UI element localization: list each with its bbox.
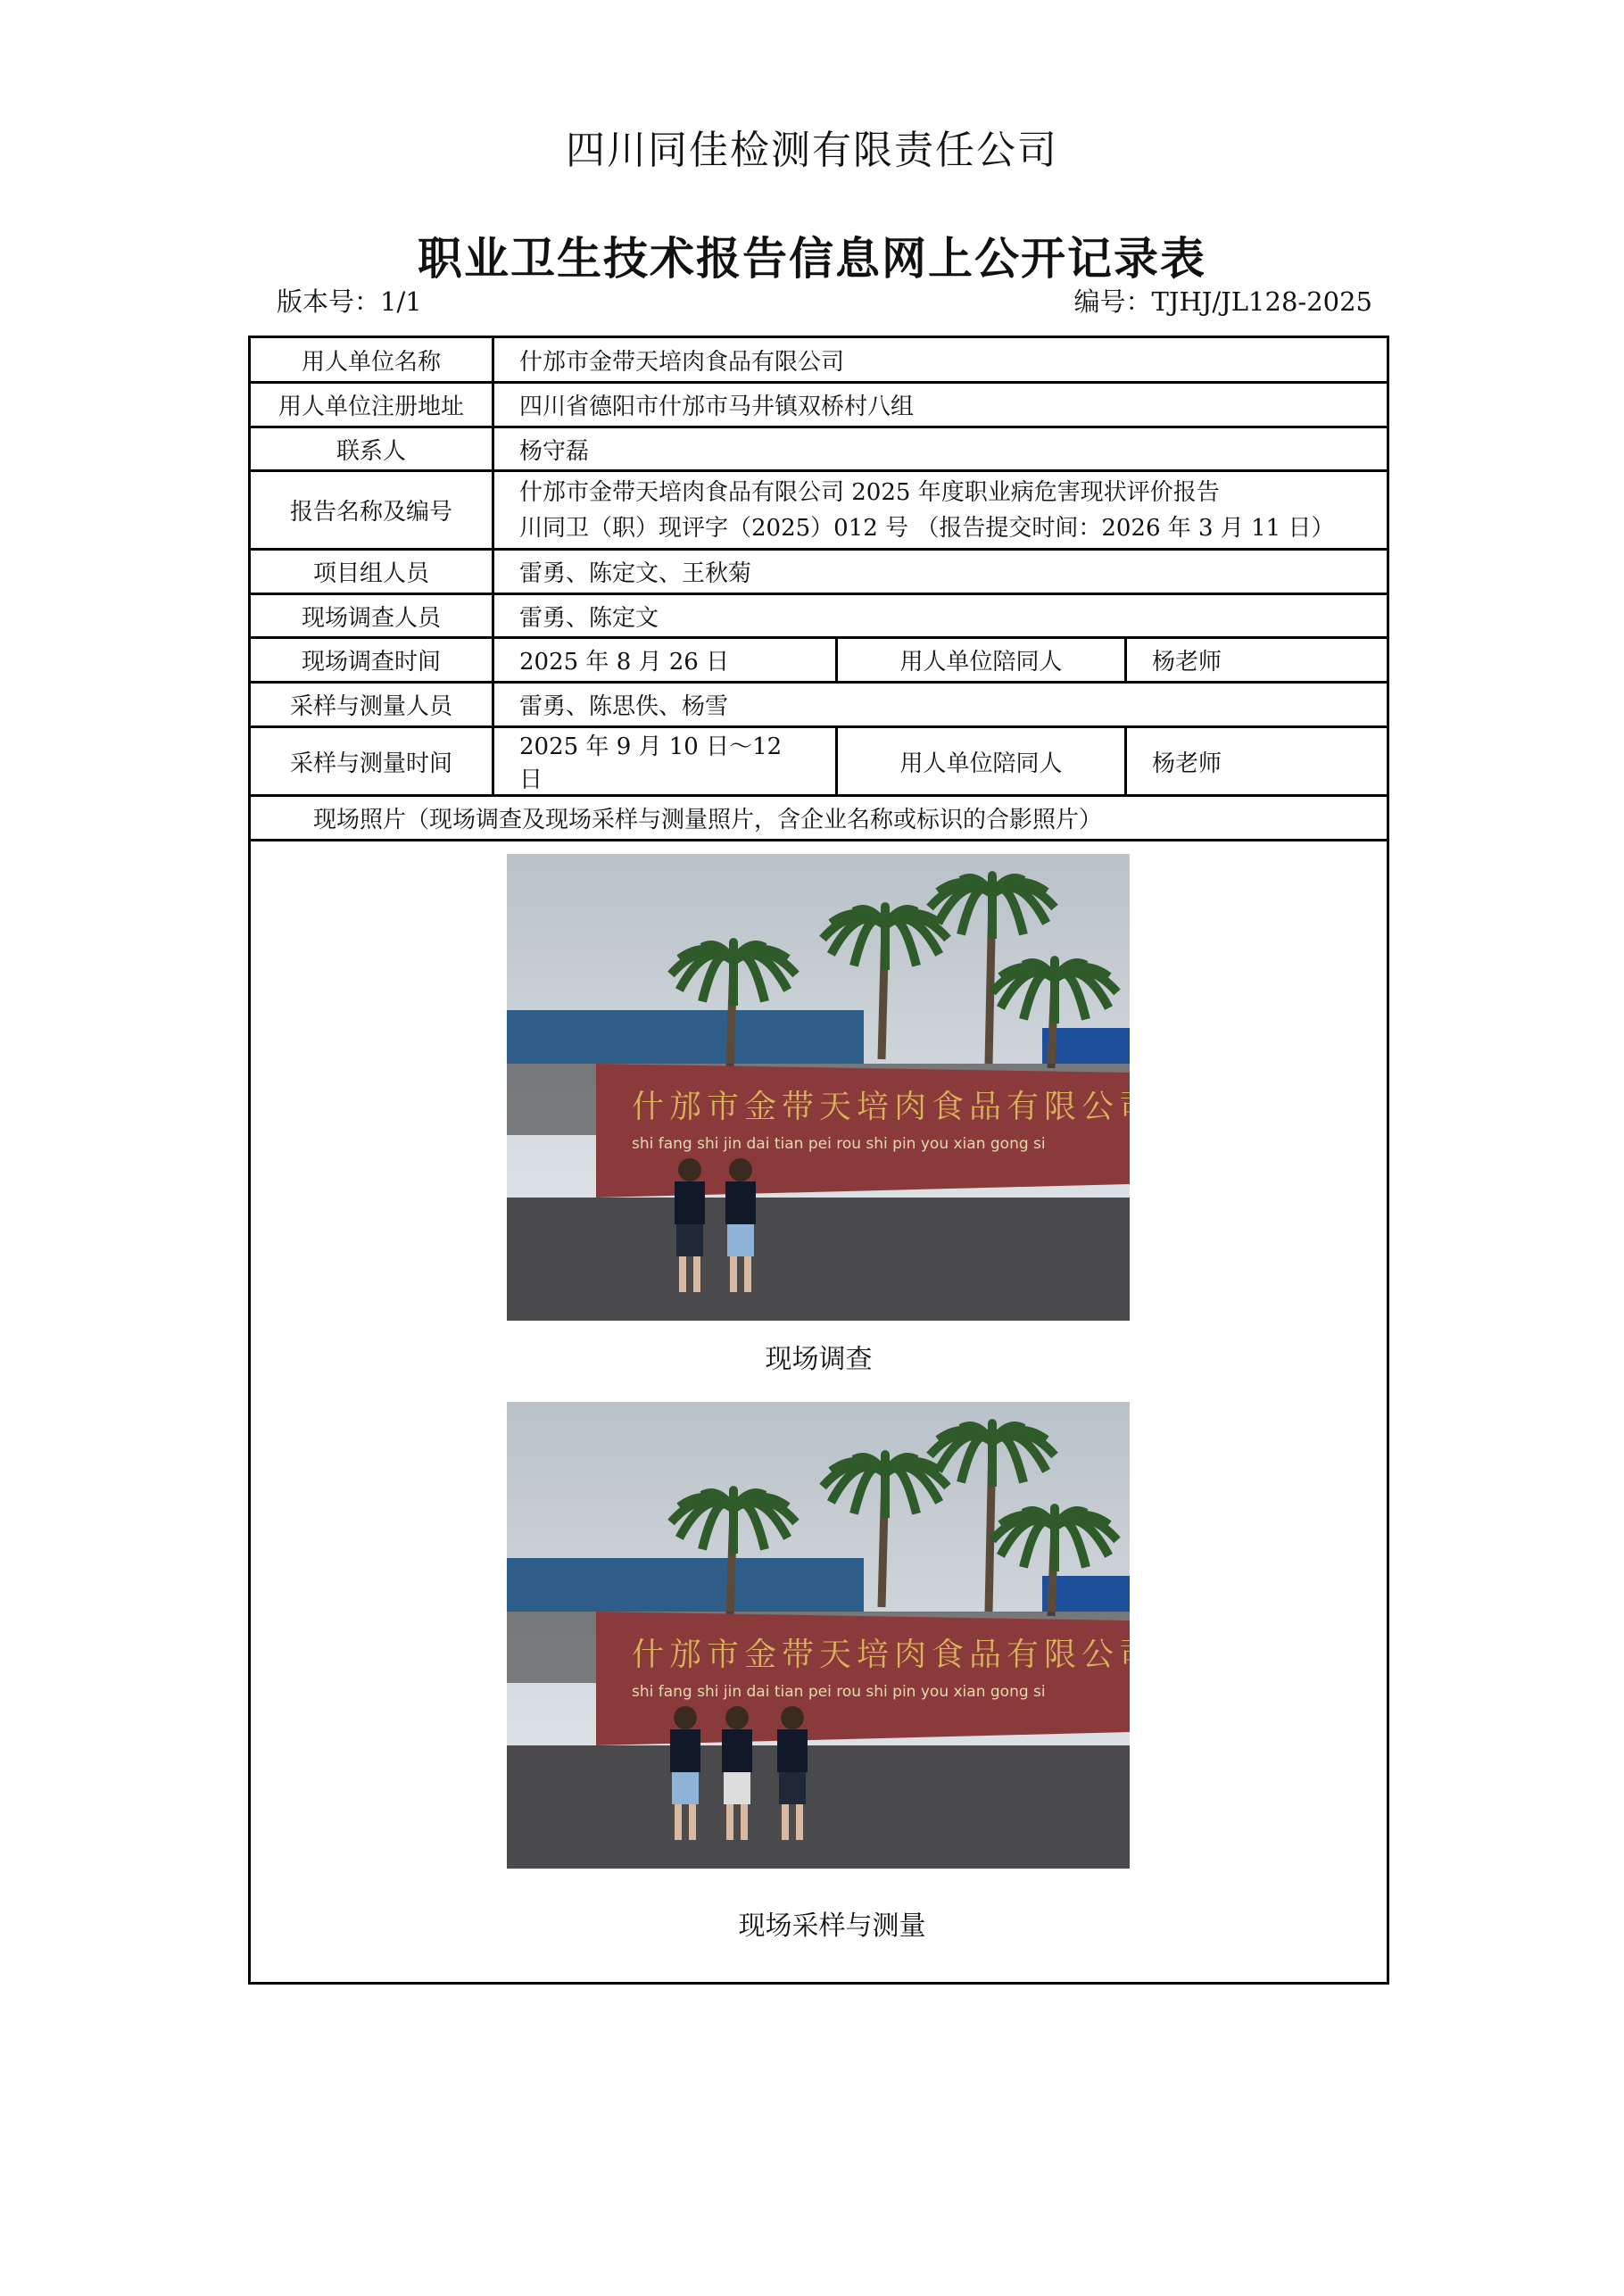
report-info [493, 471, 1388, 550]
svg-text:shi fang shi jin dai tian pei: shi fang shi jin dai tian pei rou shi pin you xian gong si [632, 1683, 1046, 1701]
survey-staff: 雷勇、陈定文 [493, 594, 1388, 638]
sampling-escort: 杨老师 [1126, 727, 1388, 796]
company-name: 四川同佳检测有限责任公司 [566, 128, 1058, 173]
contact: 杨守磊 [493, 427, 1388, 471]
address: 四川省德阳市什邡市马井镇双桥村八组 [493, 383, 1388, 427]
label: 用人单位陪同人 [837, 638, 1126, 683]
sampling-time: 2025 年 9 月 10 日～12 日 [493, 727, 837, 796]
label: 项目组人员 [250, 550, 493, 594]
svg-text:什邡市金带天培肉食品有限公司: 什邡市金带天培肉食品有限公司 [632, 1637, 1130, 1673]
label: 现场调查时间 [250, 638, 493, 683]
record-table [248, 336, 1389, 1985]
svg-text:shi fang shi jin dai tian pei: shi fang shi jin dai tian pei rou shi pin you xian gong si [632, 1135, 1046, 1153]
label: 用人单位名称 [250, 337, 493, 383]
photo-caption: 现场调查 [765, 1344, 873, 1375]
survey-time: 2025 年 8 月 26 日 [493, 638, 837, 683]
report-number: 川同卫（职）现评字（2025）012 号 （报告提交时间：2026 年 3 月 11 日） [519, 514, 1335, 542]
photos-cell [250, 841, 1388, 1984]
photos-label: 现场照片（现场调查及现场采样与测量照片，含企业名称或标识的合影照片） [250, 796, 1388, 841]
label: 报告名称及编号 [250, 471, 493, 550]
sampling-staff: 雷勇、陈思佚、杨雪 [493, 683, 1388, 727]
report-name: 什邡市金带天培肉食品有限公司 2025 年度职业病危害现状评价报告 [519, 478, 1220, 506]
photo-caption: 现场采样与测量 [738, 1911, 926, 1942]
label: 联系人 [250, 427, 493, 471]
label: 采样与测量人员 [250, 683, 493, 727]
site-survey-photo [507, 854, 1130, 1321]
employer-name: 什邡市金带天培肉食品有限公司 [493, 337, 1388, 383]
label: 用人单位陪同人 [837, 727, 1126, 796]
document-code: 编号：TJHJ/JL128-2025 [1073, 286, 1372, 317]
version-number: 版本号：1/1 [277, 286, 422, 317]
label: 用人单位注册地址 [250, 383, 493, 427]
sampling-photo [507, 1402, 1130, 1869]
page-title: 职业卫生技术报告信息网上公开记录表 [418, 232, 1206, 285]
team: 雷勇、陈定文、王秋菊 [493, 550, 1388, 594]
label: 现场调查人员 [250, 594, 493, 638]
svg-text:什邡市金带天培肉食品有限公司: 什邡市金带天培肉食品有限公司 [632, 1089, 1130, 1125]
survey-escort: 杨老师 [1126, 638, 1388, 683]
label: 采样与测量时间 [250, 727, 493, 796]
